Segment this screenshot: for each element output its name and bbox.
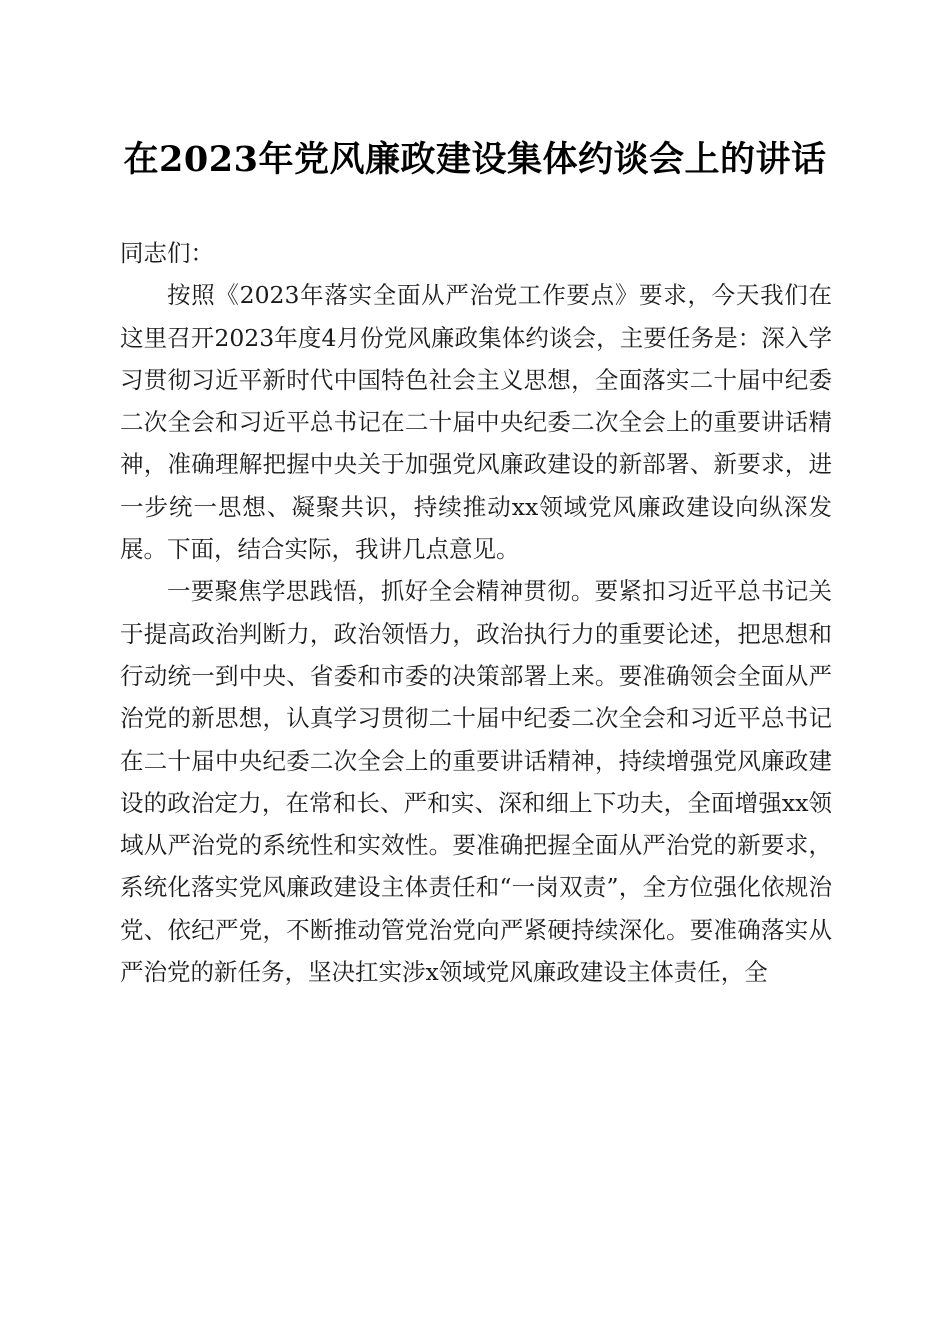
- paragraph-point-one: 一要聚焦学思践悟，抓好全会精神贯彻。要紧扣习近平总书记关于提高政治判断力，政治领悟力，政治执行力的重要论述，把思想和行动统一到中央、省委和市委的决策部署上来。要准确领会全面从严治党的新思想，认真学习贯彻二十届中纪委二次全会和习近平总书记在二十届中央纪委二次全会上的重要讲话精神，持续增强党风廉政建设的政治定力，在常和长、严和实、深和细上下功夫，全面增强xx领域从严治党的系统性和实效性。要准确把握全面从严治党的新要求，系统化落实党风廉政建设主体责任和“一岗双责”，全方位强化依规治党、依纪严党，不断推动管党治党向严紧硬持续深化。要准确落实从严治党的新任务，坚决扛实涉x领域党风廉政建设主体责任，全: [120, 577, 832, 987]
- paragraph-intro: 按照《2023年落实全面从严治党工作要点》要求，今天我们在这里召开2023年度4月份党风廉政集体约谈会，主要任务是：深入学习贯彻习近平新时代中国特色社会主义思想，全面落实二十届中纪委二次全会和习近平总书记在二十届中央纪委二次全会上的重要讲话精神，准确理解把握中央关于加强党风廉政建设的新部署、新要求，进一步统一思想、凝聚共识，持续推动xx领域党风廉政建设向纵深发展。下面，结合实际，我讲几点意见。: [120, 281, 832, 564]
- document-body: [120, 232, 832, 993]
- salutation: 同志们：: [120, 239, 214, 267]
- document-title: 在2023年党风廉政建设集体约谈会上的讲话: [123, 139, 827, 180]
